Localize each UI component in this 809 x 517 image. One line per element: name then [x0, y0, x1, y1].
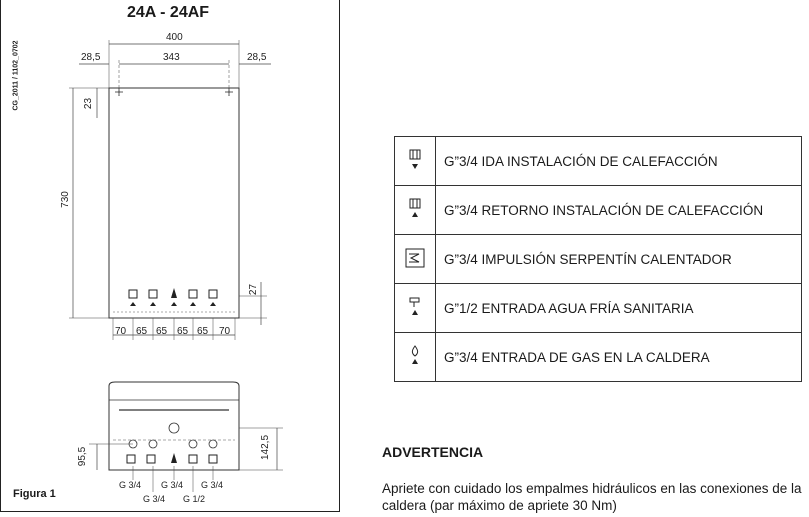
connection-label: G 1/2 [183, 494, 206, 504]
legend-row [395, 137, 802, 186]
dim-label-spacing: 70 [219, 326, 231, 337]
warning-text: Apriete con cuidado los empalmes hidráulicos en las conexiones de la caldera (par máximo de apriete 30 Nm) [382, 481, 802, 513]
front-connection-icons [129, 288, 217, 306]
dim-label-top-offset: 23 [83, 97, 95, 110]
dim-label-height: 730 [59, 191, 71, 208]
connection-label: G 3/4 [143, 494, 166, 504]
gas-flame-icon [395, 333, 436, 382]
legend-text: G”1/2 ENTRADA AGUA FRÍA SANITARIA [436, 284, 802, 333]
figure-label: Figura 1 [13, 488, 56, 500]
legend-row [395, 235, 802, 284]
connection-label: G 3/4 [201, 480, 224, 490]
dim-label-spacing: 65 [177, 326, 189, 337]
boiler-dimension-drawing [1, 0, 341, 512]
dim-label-spacing: 65 [156, 326, 168, 337]
figure-panel [0, 0, 340, 512]
dim-label-width-total: 400 [166, 32, 183, 43]
radiator-return-icon [395, 186, 436, 235]
legend-row [395, 284, 802, 333]
dim-label-bottom-offset: 27 [248, 283, 260, 296]
coil-icon [395, 235, 436, 284]
boiler-front-outline [109, 88, 239, 318]
legend-text: G”3/4 ENTRADA DE GAS EN LA CALDERA [436, 333, 802, 382]
figure-title: 24A - 24AF [126, 4, 210, 21]
dim-label-height-left: 95,5 [77, 446, 89, 467]
radiator-flow-icon [395, 137, 436, 186]
drawing-code: CG_2011 / 1102_0702 [12, 40, 20, 111]
dim-label-width-inner: 343 [163, 52, 180, 63]
legend-text: G”3/4 IMPULSIÓN SERPENTÍN CALENTADOR [436, 235, 802, 284]
warning-title: ADVERTENCIA [382, 444, 484, 460]
tap-icon [395, 284, 436, 333]
legend-row [395, 333, 802, 382]
legend-text: G”3/4 IDA INSTALACIÓN DE CALEFACCIÓN [436, 137, 802, 186]
connection-label: G 3/4 [161, 480, 184, 490]
legend-text: G”3/4 RETORNO INSTALACIÓN DE CALEFACCIÓN [436, 186, 802, 235]
dim-label-margin-right: 28,5 [247, 52, 267, 63]
dim-label-height-right: 142,5 [260, 434, 272, 461]
connection-legend-table [394, 136, 802, 382]
dim-label-margin-left: 28,5 [81, 52, 101, 63]
dim-label-spacing: 65 [136, 326, 148, 337]
connection-label: G 3/4 [119, 480, 142, 490]
dim-label-spacing: 70 [115, 326, 127, 337]
dim-label-spacing: 65 [197, 326, 209, 337]
legend-row [395, 186, 802, 235]
